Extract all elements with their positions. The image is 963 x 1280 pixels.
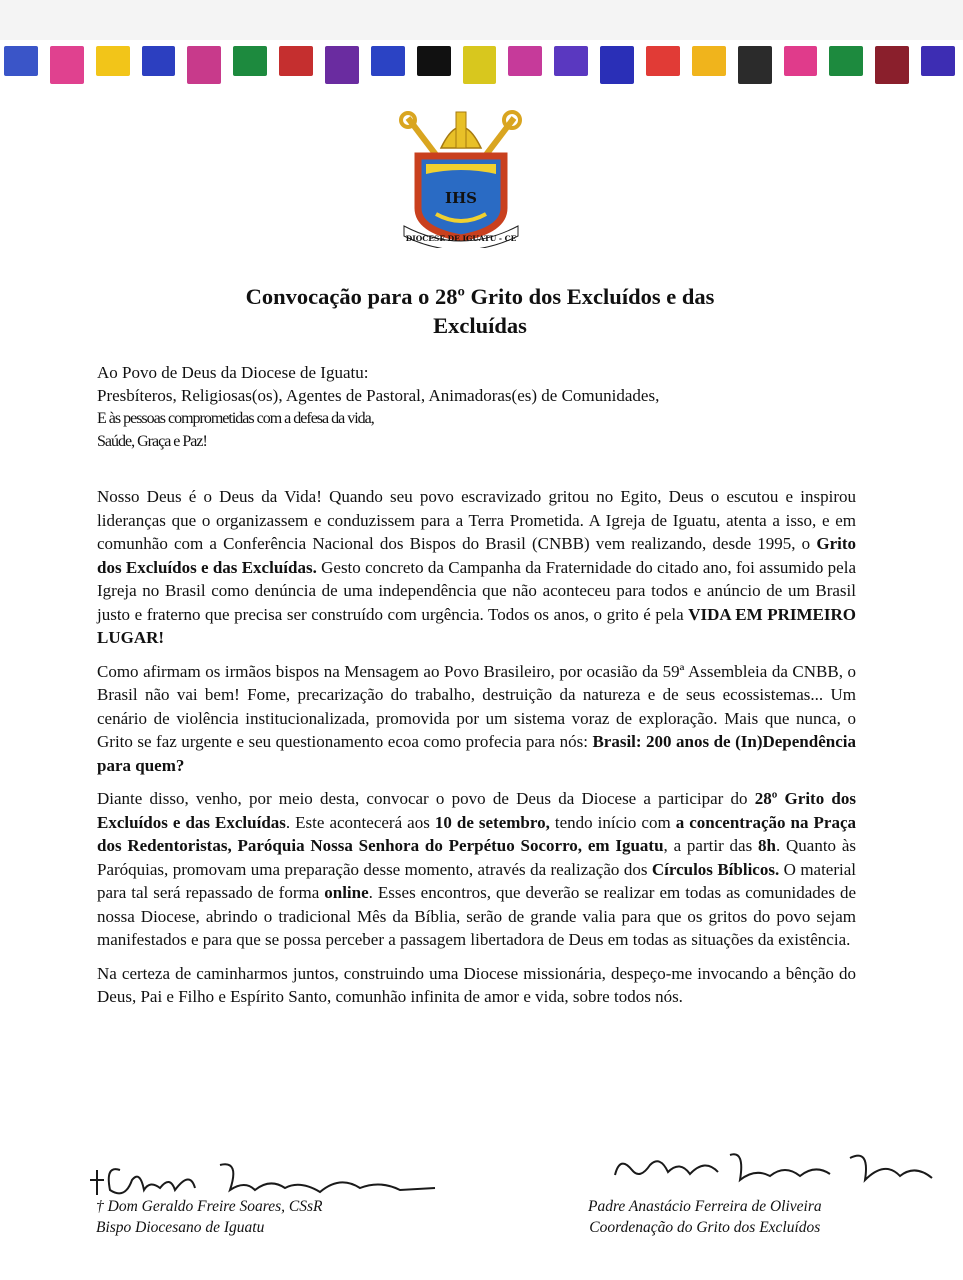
bunting-flag [921, 46, 955, 76]
paragraph-2 [97, 660, 856, 778]
bold-text: online [324, 883, 369, 902]
bunting-flag [96, 46, 130, 76]
bunting-flag [875, 46, 909, 84]
bunting-flag [4, 46, 38, 76]
bold-text: 28º Grito dos Excluídos e das Excluídas [97, 789, 856, 832]
text-run: O material para tal será repassado de forma [97, 859, 857, 902]
bunting-flag [829, 46, 863, 76]
bunting-flag [279, 46, 313, 76]
priest-name: Padre Anastácio Ferreira de Oliveira [588, 1198, 822, 1215]
text-run: tendo início com [549, 812, 676, 832]
bishop-signature-block [96, 1196, 322, 1238]
text-run: . Quanto às Paróquias, promovam uma preparação desse momento, através da realização dos [97, 836, 856, 879]
salutation-line: Saúde, Graça e Paz! [97, 433, 207, 450]
priest-signature-scribble [610, 1140, 940, 1200]
text-run: Diante disso, venho, por meio desta, convocar o povo de Deus da Diocese a participar do [97, 789, 755, 808]
bunting-flag [50, 46, 84, 84]
festival-flags-banner [0, 40, 963, 100]
bunting-flag [554, 46, 588, 76]
bunting-flag [371, 46, 405, 76]
letter-body [97, 485, 856, 1019]
paragraph-1 [97, 485, 856, 650]
bunting-flag [784, 46, 818, 76]
text-run: Como afirmam os irmãos bispos na Mensagem ao Povo Brasileiro, por ocasião da 59ª Assembleia da CNBB, o Brasil não vai bem! Fome, precarização do trabalho, destruição da natureza e de seus ecossistemas... Um cenário de violência institucionalizada, promovida por um sistema voraz de exploração. Mais que nunca, o Grito se faz urgente e seu questionamento ecoa como profecia para nós: [97, 661, 856, 751]
bold-text: Brasil: 200 anos de (In)Dependência para quem? [97, 732, 856, 775]
bunting-flag [646, 46, 680, 76]
bunting-flag [692, 46, 726, 76]
diocese-coat-of-arms [396, 108, 526, 248]
crest-label: DIOCESE DE IGUATU - CE [405, 234, 517, 243]
bunting-flag [508, 46, 542, 76]
bunting-flag [142, 46, 176, 76]
top-bar [0, 0, 963, 40]
document-title [120, 282, 840, 340]
salutation-line: Ao Povo de Deus da Diocese de Iguatu: [97, 363, 369, 382]
bunting-flag [600, 46, 634, 84]
paragraph-3 [97, 787, 856, 952]
signatures-area [0, 1140, 963, 1250]
priest-role: Coordenação do Grito dos Excluídos [589, 1219, 821, 1236]
bold-text: Círculos Bíblicos. [651, 859, 780, 879]
bishop-name: † Dom Geraldo Freire Soares, CSsR [96, 1198, 323, 1215]
bunting-flag [463, 46, 497, 84]
bunting-flag [233, 46, 267, 76]
text-run: , a partir das [663, 836, 758, 855]
bold-text: VIDA EM PRIMEIRO LUGAR! [97, 604, 856, 647]
text-run: . Este acontecerá aos [285, 812, 435, 832]
bunting-flag [738, 46, 772, 84]
bold-text: 10 de setembro, [434, 812, 550, 832]
bunting-flag [417, 46, 451, 76]
text-run: Gesto concreto da Campanha da Fraternidade do citado ano, foi assumido pela Igreja no Brasil como denúncia de uma independência que não aconteceu para todos e anúncio de um Brasil justo e fraterno que precisa ser construído com urgência. Todos os anos, o grito é pela [97, 557, 856, 624]
crest-monogram: IHS [444, 189, 478, 207]
bunting-flag [325, 46, 359, 84]
salutation-line: Presbíteros, Religiosas(os), Agentes de Pastoral, Animadoras(es) de Comunidades, [97, 386, 660, 405]
bold-text: Grito dos Excluídos e das Excluídas. [97, 534, 856, 577]
title-line-2: Excluídas [433, 313, 527, 338]
text-run: Nosso Deus é o Deus da Vida! Quando seu povo escravizado gritou no Egito, Deus o escutou e inspirou lideranças que o organizassem e conduzissem para a Terra Prometida. A Igreja de Iguatu, atenta a isso, e em comunhão com a Conferência Nacional dos Bispos do Brasil (CNBB) vem realizando, desde 1995, o [97, 487, 856, 553]
priest-signature-block [588, 1196, 822, 1238]
bold-text: a concentração na Praça dos Redentoristas, Paróquia Nossa Senhora do Perpétuo Socorro, em Iguatu [97, 812, 856, 855]
bold-text: 8h [757, 836, 776, 855]
title-line-1: Convocação para o 28º Grito dos Excluídos e das [245, 284, 715, 309]
salutation-line: E às pessoas comprometidas com a defesa da vida, [97, 410, 374, 427]
salutation-block [97, 361, 659, 453]
paragraph-4: Na certeza de caminharmos juntos, construindo uma Diocese missionária, despeço-me invocando a bênção do Deus, Pai e Filho e Espírito Santo, comunhão infinita de amor e vida, sobre todos nós. [97, 963, 856, 1006]
bishop-role: Bispo Diocesano de Iguatu [96, 1219, 265, 1236]
bunting-flag [187, 46, 221, 84]
text-run: . Esses encontros, que deverão se realizar em todas as comunidades de nossa Diocese, abrindo o tradicional Mês da Bíblia, serão de grande valia para que os gritos do povo sejam manifestados e para que se possa perceber a passagem libertadora de Deus em todas as situações da existência. [97, 883, 856, 949]
